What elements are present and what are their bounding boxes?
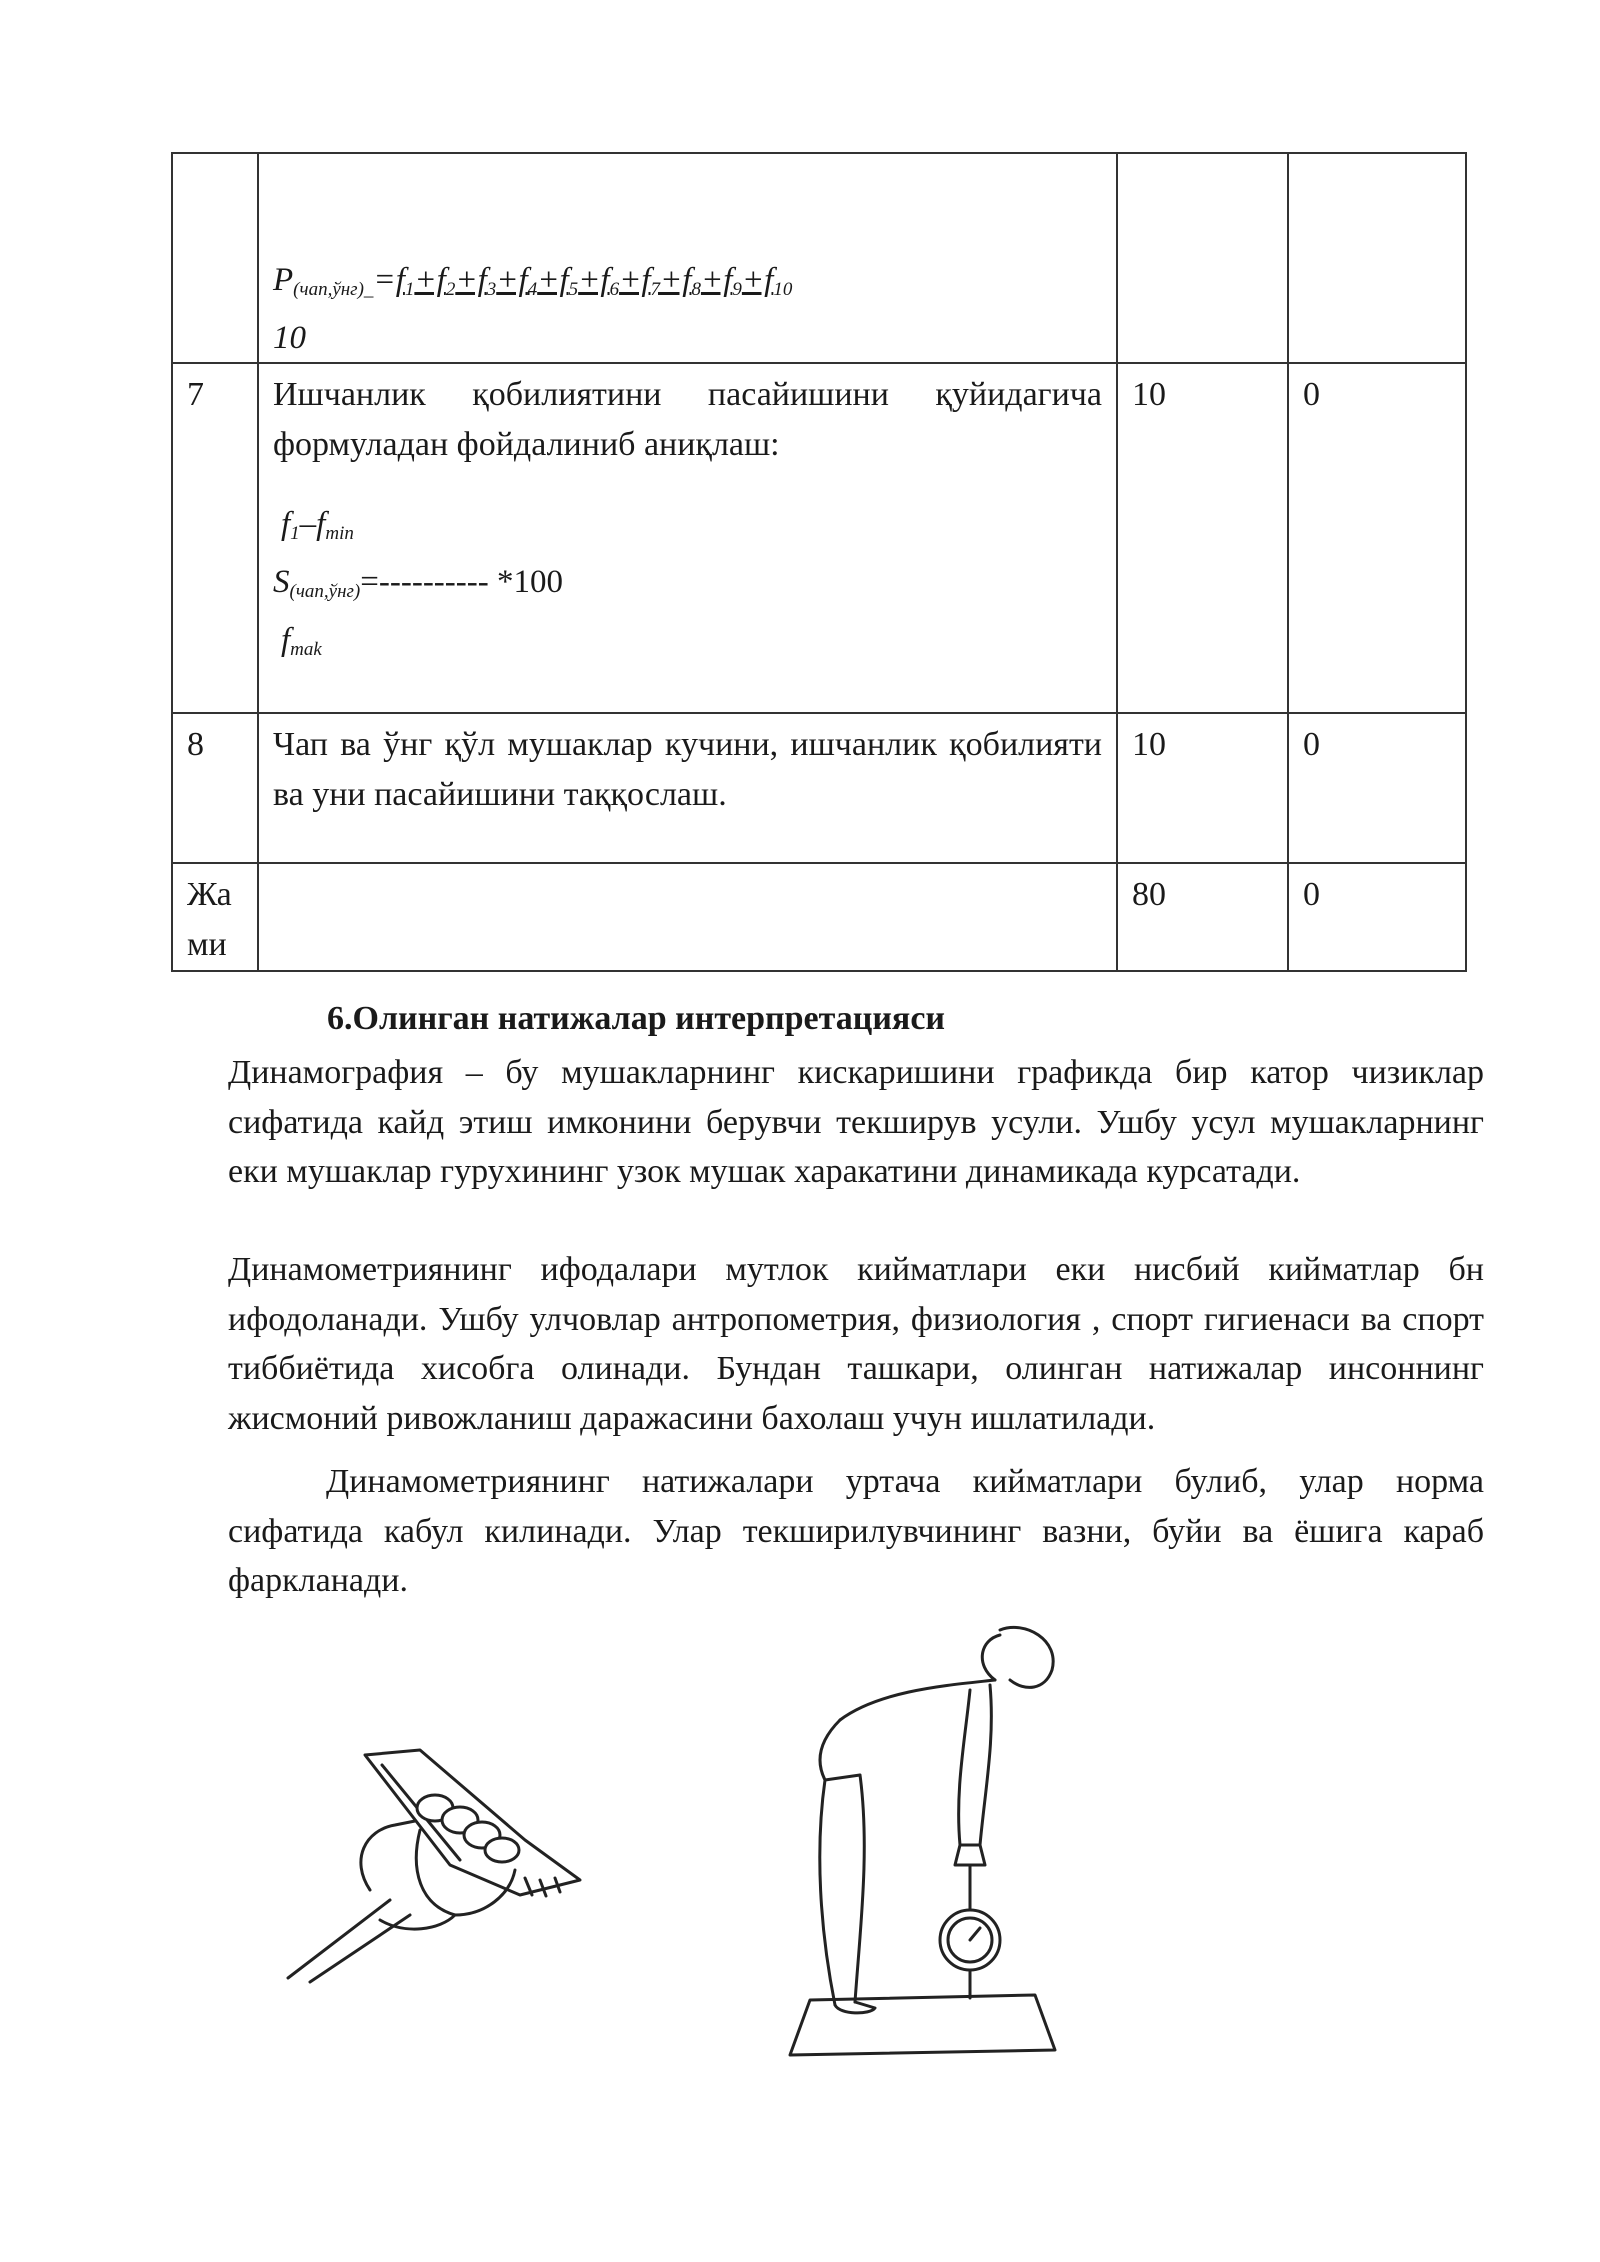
formula-term: +f xyxy=(619,262,651,298)
formula-cell xyxy=(258,153,1117,363)
score-value: 10 xyxy=(1117,363,1288,713)
formula-lhs-sub: (чап,ўнг)_ xyxy=(293,279,374,300)
formula-term: +f xyxy=(660,262,692,298)
table-row xyxy=(172,153,1466,363)
total-label: Жа ми xyxy=(172,863,258,971)
formula-numerator: $f_1-f_{min}$ xyxy=(281,506,354,544)
paragraph-dynamometry: Динамометриянинг ифодалари мутлок кийматлари еки нисбий кийматлар бн ифодоланади. Ушбу улчовлар антропометрия, физиология , спорт гигиенаси ва спорт тиббиётида хисобга олинади. Бундан ташкари, олинган натижалар инсоннинг жисмоний ривожланиш даражасини бахолаш учун ишлатилади. xyxy=(228,1251,1484,1437)
formula-term: f xyxy=(395,262,405,298)
formula-term-subscript: 4 xyxy=(527,279,538,300)
formula-term: +f xyxy=(496,262,528,298)
formula-term-subscript: 6 xyxy=(609,279,620,300)
formula-denominator: 10 xyxy=(273,320,306,356)
result-value: 0 xyxy=(1288,363,1466,713)
table-row xyxy=(172,363,1466,713)
total-empty-cell xyxy=(258,863,1117,971)
task-cell xyxy=(258,363,1117,713)
row-number: 7 xyxy=(172,363,258,713)
formula-term-subscript: 5 xyxy=(568,279,579,300)
formula-term-subscript: 7 xyxy=(650,279,660,300)
formula-term-subscript: 9 xyxy=(732,279,742,300)
formula-term: +f xyxy=(700,262,733,298)
task-text: Чап ва ўнг қўл мушаклар кучини, ишчанлик қобилияти ва уни пасайишини таққослаш. xyxy=(258,713,1117,863)
result-cell xyxy=(1288,153,1466,363)
total-result: 0 xyxy=(1288,863,1466,971)
hand-dynamometer-illustration xyxy=(270,1720,600,1990)
score-value: 10 xyxy=(1117,713,1288,863)
power-formula xyxy=(273,256,1102,314)
task-text: Ишчанлик қобилиятини пасайишини қуйидагича формуладан фойдалиниб аниқлаш: xyxy=(273,376,1102,463)
formula-term: +f xyxy=(455,262,487,298)
formula-term: +f xyxy=(414,262,446,298)
row-number: 8 xyxy=(172,713,258,863)
formula-term-subscript: 2 xyxy=(445,279,456,300)
formula-main-line: $S_{(чап,ўнг)}=----------$ *100 xyxy=(273,564,564,602)
formula-term: +f xyxy=(578,262,610,298)
formula-term-subscript: 3 xyxy=(486,279,497,300)
back-dynamometer-illustration xyxy=(780,1610,1070,2060)
formula-term-subscript: 10 xyxy=(773,279,793,300)
paragraph-dynamography: Динамография – бу мушакларнинг кискаришини графикда бир катор чизиклар сифатида кайд этиш имконини берувчи текширув усули. Ушбу усул мушакларнинг еки мушаклар гурухининг узок мушак харакатини динамикада курсатади. xyxy=(228,1054,1484,1190)
table-row xyxy=(172,713,1466,863)
score-cell xyxy=(1117,153,1288,363)
result-value: 0 xyxy=(1288,713,1466,863)
formula-denominator: $f_{mak}$ xyxy=(281,622,322,660)
section-heading: 6.Олинган натижалар интерпретацияси xyxy=(327,1000,946,1037)
total-score: 80 xyxy=(1117,863,1288,971)
formula-term-subscript: 8 xyxy=(691,279,701,300)
formula-term: +f xyxy=(537,262,569,298)
assessment-table xyxy=(171,152,1467,972)
formula-term-subscript: 1 xyxy=(404,279,415,300)
row-number-cell xyxy=(172,153,258,363)
formula-lhs: P xyxy=(273,262,294,298)
formula-sum-terms xyxy=(396,262,793,298)
formula-equals: = xyxy=(373,262,396,298)
paragraph-results: Динамометриянинг натижалари уртача кийматлари булиб, улар норма сифатида кабул килинади. Улар текширилувчининг вазни, буйи ва ёшига караб фаркланади. xyxy=(228,1463,1484,1599)
formula-term: +f xyxy=(741,262,774,298)
total-row xyxy=(172,863,1466,971)
